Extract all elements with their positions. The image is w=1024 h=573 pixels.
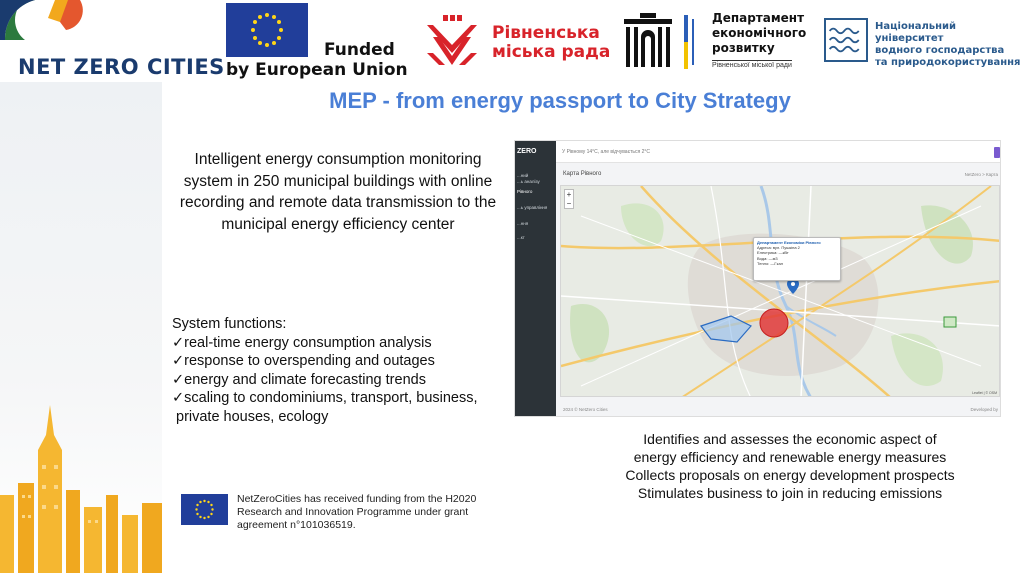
- dept-line-1: Департамент: [712, 11, 805, 25]
- app-footer: [556, 403, 1001, 417]
- function-item: ✓scaling to condominiums, transport, business,: [172, 390, 478, 406]
- net-zero-cities-wordmark: NET ZERO CITIES: [18, 55, 225, 79]
- department-subtitle: Рівненської міської ради: [712, 62, 792, 69]
- app-brand: ZERO: [517, 148, 537, 155]
- app-topbar: [556, 141, 1001, 163]
- rivne-line-2: міська рада: [492, 42, 611, 62]
- zoom-out-button[interactable]: −: [566, 199, 572, 208]
- slide-title: MEP - from energy passport to City Strategy: [329, 88, 791, 113]
- university-emblem-icon: [824, 18, 868, 62]
- app-sidebar: [515, 141, 556, 417]
- rivne-line-1: Рівненська: [492, 23, 600, 43]
- eu-flag-icon: [226, 3, 308, 57]
- function-item-continuation: private houses, ecology: [176, 408, 329, 425]
- app-nav-item[interactable]: ...кт: [517, 235, 525, 240]
- intro-paragraph: Intelligent energy consumption monitoring system in 250 municipal buildings with online recording and remote data transmission to the municipal energy efficiency center: [179, 151, 497, 233]
- department-emblem-icon: [622, 13, 706, 69]
- function-item: ✓energy and climate forecasting trends: [172, 371, 426, 388]
- system-functions-list: [172, 315, 512, 426]
- function-item: ✓response to overspending and outages: [172, 353, 435, 369]
- dept-line-2: економічного: [712, 26, 807, 40]
- functions-heading: System functions:: [172, 316, 287, 332]
- app-page-header: [556, 163, 1001, 185]
- eu-funded-text: Funded: [324, 40, 395, 60]
- map-attribution[interactable]: Leaflet | © OSM: [972, 391, 997, 395]
- app-nav-item-active[interactable]: Рівного: [517, 189, 533, 194]
- department-text: [712, 11, 806, 56]
- city-map[interactable]: [560, 185, 1000, 397]
- app-weather-text: У Рівному 14°C, але відчувається 2°C: [562, 149, 651, 155]
- app-footer-right[interactable]: Developed by: [970, 407, 998, 412]
- eu-by-text: by European Union: [226, 60, 408, 80]
- university-text: [875, 21, 1024, 69]
- city-skyline-illustration: [0, 395, 162, 573]
- right-description: Identifies and assesses the economic aspect of energy efficiency and renewable energy measures Collects proposals on energy development prospects Stimulates business to join in reducing emissions: [625, 431, 955, 501]
- header-band: [0, 0, 1024, 82]
- eu-flag-small-icon: [181, 494, 228, 525]
- app-menu-button[interactable]: [994, 147, 1000, 158]
- rivne-city-council-text: [492, 24, 610, 62]
- app-nav-item[interactable]: ...ь управління: [517, 205, 548, 210]
- uni-line-1: Національний університет: [875, 21, 957, 44]
- popup-line: Електрика: —кВт: [757, 250, 789, 256]
- app-nav-item[interactable]: ...ний: [517, 173, 529, 178]
- app-screenshot: [514, 140, 1001, 417]
- app-page-title: Карта Рівного: [563, 171, 602, 177]
- uni-line-2: водного господарства: [875, 45, 1005, 56]
- map-canvas[interactable]: [561, 186, 1000, 397]
- dept-line-3: розвитку: [712, 41, 775, 55]
- map-popup: [753, 237, 841, 281]
- app-nav-item[interactable]: ...ння: [517, 221, 529, 226]
- app-breadcrumb[interactable]: NetZero > Карта: [964, 172, 998, 177]
- popup-line: Тепло: —Гкал: [757, 260, 783, 266]
- uni-line-3: та природокористування: [875, 57, 1021, 68]
- app-nav-item[interactable]: ...ь аналізу: [517, 179, 540, 184]
- rivne-city-emblem-icon: [425, 13, 480, 68]
- popup-line: Адреса: вул. Пушкіна 2: [757, 245, 800, 251]
- app-footer-left: 2024 © NetZero Cities: [563, 407, 608, 412]
- funding-text: NetZeroCities has received funding from the H2020 Research and Innovation Programme under grant agreement n°101036519.: [237, 493, 477, 531]
- zoom-in-button[interactable]: +: [566, 190, 572, 199]
- map-zoom-control[interactable]: [564, 189, 574, 209]
- popup-line: Вода: —м3: [757, 255, 778, 261]
- popup-title: Департамент Економіки Рівного: [757, 240, 821, 245]
- function-item: ✓real-time energy consumption analysis: [172, 334, 432, 351]
